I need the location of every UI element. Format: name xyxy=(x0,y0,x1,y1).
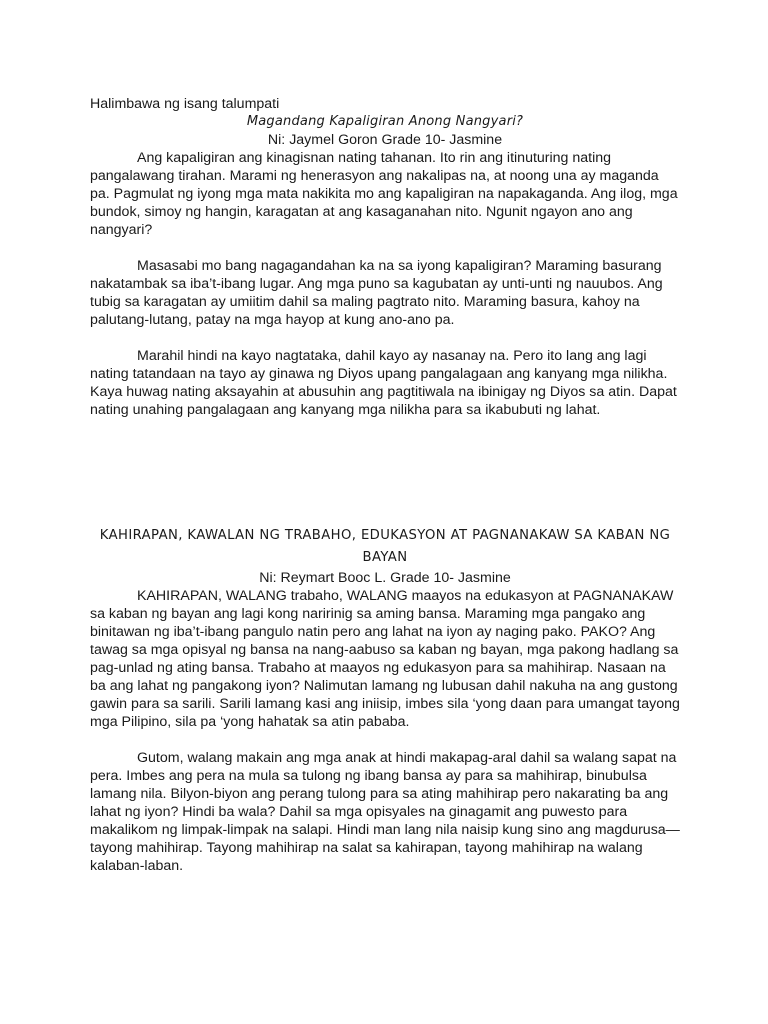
speech1-paragraph-2: Masasabi mo bang nagagandahan ka na sa iyong kapaligiran? Maraming basurang nakatambak sa iba’t-ibang lugar. Ang mga puno sa kagubatan ay unti-unti ng nauubos. Ang tubig sa karagatan ay umiitim dahil sa maling pagtrato nito. Maraming basura, kahoy na palutang-lutang, patay na mga hayop at kung ano-ano pa. xyxy=(90,258,663,328)
document-heading: Halimbawa ng isang talumpati xyxy=(90,96,280,112)
document-page xyxy=(90,95,680,875)
speech2-paragraph-2: Gutom, walang makain ang mga anak at hindi makapag-aral dahil sa walang sapat na pera. Imbes ang pera na mula sa tulong ng ibang bansa ay para sa mahihirap, binubulsa lamang nila. Bilyon-biyon ang perang tulong para sa ating mahihirap pero nakarating ba ang lahat ng iyon? Hindi ba wala? Dahil sa mga opisyales na ginagamit ang puwesto para makalikom ng limpak-limpak na salapi. Hindi man lang nila naisip kung sino ang magdurusa—tayong mahihirap. Tayong mahihirap na salat sa kahirapan, tayong mahihirap na walang kalaban-laban. xyxy=(90,750,680,874)
speech1-paragraph-1: Ang kapaligiran ang kinagisnan nating tahanan. Ito rin ang itinuturing nating pangalawang tirahan. Marami ng henerasyon ang nakalipas na, at noong una ay maganda pa. Pagmulat ng iyong mga mata nakikita mo ang kapaligiran na napakaganda. Ang ilog, mga bundok, simoy ng hangin, karagatan at ang kasaganahan nito. Ngunit ngayon ano ang nangyari? xyxy=(90,150,678,238)
speech2-paragraph-1: KAHIRAPAN, WALANG trabaho, WALANG maayos na edukasyon at PAGNANAKAW sa kaban ng bayan ang lagi kong naririnig sa aming bansa. Maraming mga pangako ang binitawan ng iba’t-ibang pangulo natin pero ang lahat na iyon ay naging pako. PAKO? Ang tawag sa mga opisyal ng bansa na nang-aabuso sa kaban ng bayan, mga pakong hadlang sa pag-unlad ng ating bansa. Trabaho at maayos ng edukasyon para sa mahihirap. Nasaan na ba ang lahat ng pangakong iyon? Nalimutan lamang ng lubusan dahil nakuha na ang gustong gawin para sa sarili. Sarili lamang kasi ang iniisip, imbes sila ‘yong daan para umangat tayong mga Pilipino, sila pa ‘yong hahatak sa atin pababa. xyxy=(90,588,680,730)
speech2-author: Ni: Reymart Booc L. Grade 10- Jasmine xyxy=(259,570,511,586)
speech2-title: KAHIRAPAN, KAWALAN NG TRABAHO, EDUKASYON AT PAGNANAKAW SA KABAN NG BAYAN xyxy=(99,528,671,565)
speech1-title: Magandang Kapaligiran Anong Nangyari? xyxy=(246,114,524,129)
speech1-author: Ni: Jaymel Goron Grade 10- Jasmine xyxy=(267,132,503,148)
speech1-paragraph-3: Marahil hindi na kayo nagtataka, dahil kayo ay nasanay na. Pero ito lang ang lagi nating tatandaan na tayo ay ginawa ng Diyos upang pangalagaan ang kanyang mga nilikha. Kaya huwag nating aksayahin at abusuhin ang pagtitiwala na ibinigay ng Diyos sa atin. Dapat nating unahing pangalagaan ang kanyang mga nilikha para sa ikabubuti ng lahat. xyxy=(90,348,677,418)
